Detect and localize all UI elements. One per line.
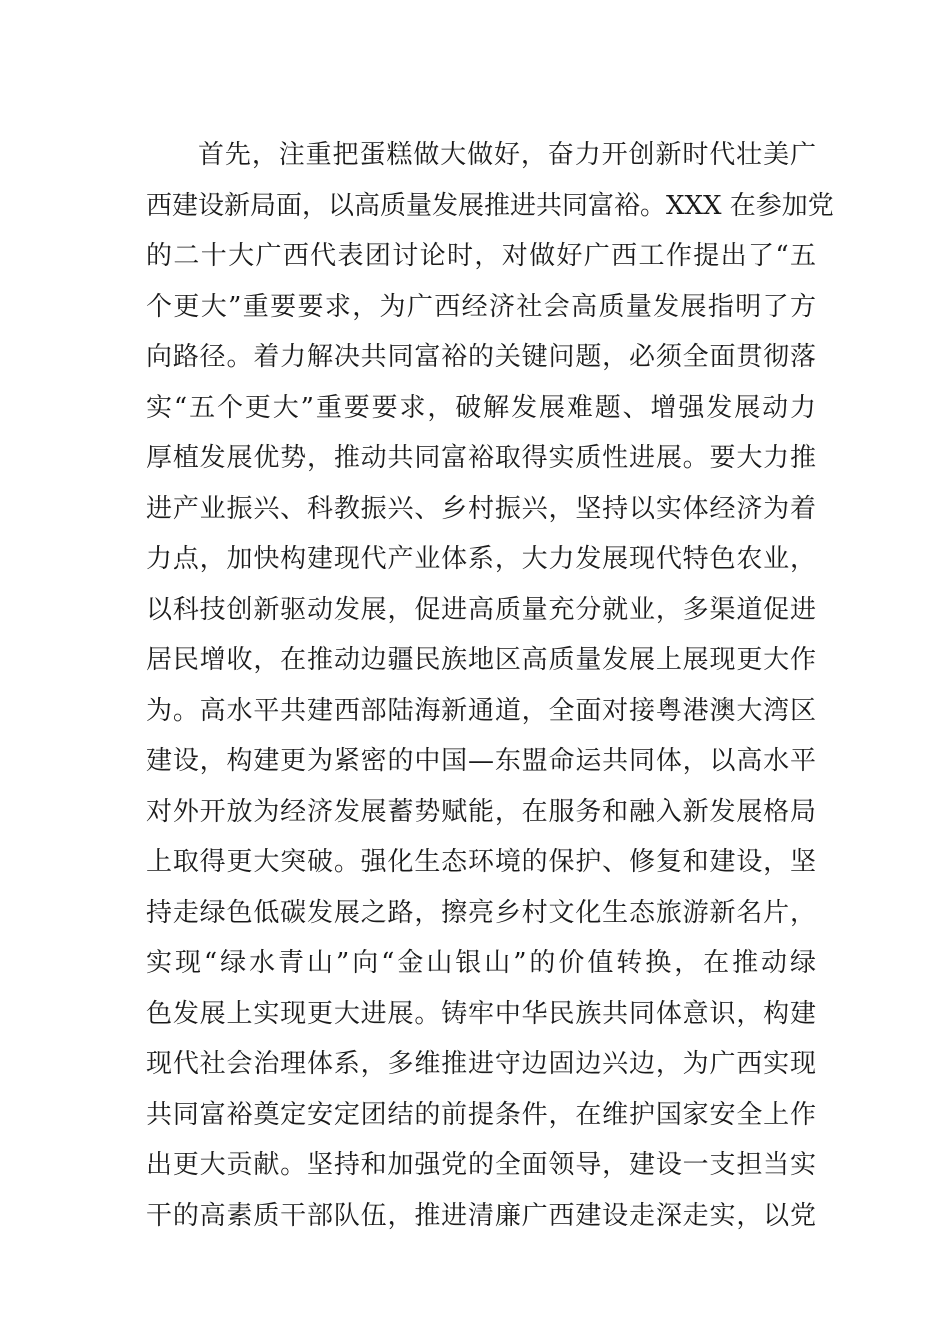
paragraph-line: 持走绿色低碳发展之路，擦亮乡村文化生态旅游新名片，: [146, 897, 816, 928]
paragraph-line: 进产业振兴、科教振兴、乡村振兴，坚持以实体经济为着: [146, 493, 816, 524]
paragraph-line: 对外开放为经济发展蓄势赋能，在服务和融入新发展格局: [146, 796, 816, 827]
body-paragraph: [146, 130, 834, 1241]
paragraph-line: 向路径。着力解决共同富裕的关键问题，必须全面贯彻落: [146, 342, 816, 372]
paragraph-line: 共同富裕奠定安定团结的前提条件，在维护国家安全上作: [146, 1099, 816, 1130]
paragraph-line: 上取得更大突破。强化生态环境的保护、修复和建设，坚: [146, 847, 816, 877]
paragraph-line: 建设，构建更为紧密的中国—东盟命运共同体，以高水平: [146, 746, 816, 776]
paragraph-line: 首先，注重把蛋糕做大做好，奋力开创新时代壮美广: [198, 140, 816, 170]
paragraph-line: 西建设新局面，以高质量发展推进共同富裕。XXX 在参加党: [146, 190, 834, 221]
paragraph-line: 实现“绿水青山”向“金山银山”的价值转换，在推动绿: [146, 948, 816, 978]
paragraph-line: 干的高素质干部队伍，推进清廉广西建设走深走实，以党: [146, 1200, 816, 1231]
paragraph-line: 以科技创新驱动发展，促进高质量充分就业，多渠道促进: [146, 594, 816, 625]
paragraph-line: 的二十大广西代表团讨论时，对做好广西工作提出了“五: [146, 241, 816, 271]
paragraph-line: 实“五个更大”重要要求，破解发展难题、增强发展动力: [146, 392, 816, 423]
paragraph-line: 为。高水平共建西部陆海新通道，全面对接粤港澳大湾区: [146, 695, 816, 726]
paragraph-line: 居民增收，在推动边疆民族地区高质量发展上展现更大作: [146, 645, 816, 675]
paragraph-line: 力点，加快构建现代产业体系，大力发展现代特色农业，: [146, 544, 816, 574]
paragraph-line: 现代社会治理体系，多维推进守边固边兴边，为广西实现: [146, 1049, 816, 1079]
paragraph-line: 色发展上实现更大进展。铸牢中华民族共同体意识，构建: [146, 998, 816, 1029]
paragraph-line: 个更大”重要要求，为广西经济社会高质量发展指明了方: [146, 291, 816, 322]
paragraph-line: 出更大贡献。坚持和加强党的全面领导，建设一支担当实: [146, 1150, 816, 1180]
paragraph-line: 厚植发展优势，推动共同富裕取得实质性进展。要大力推: [146, 443, 816, 473]
